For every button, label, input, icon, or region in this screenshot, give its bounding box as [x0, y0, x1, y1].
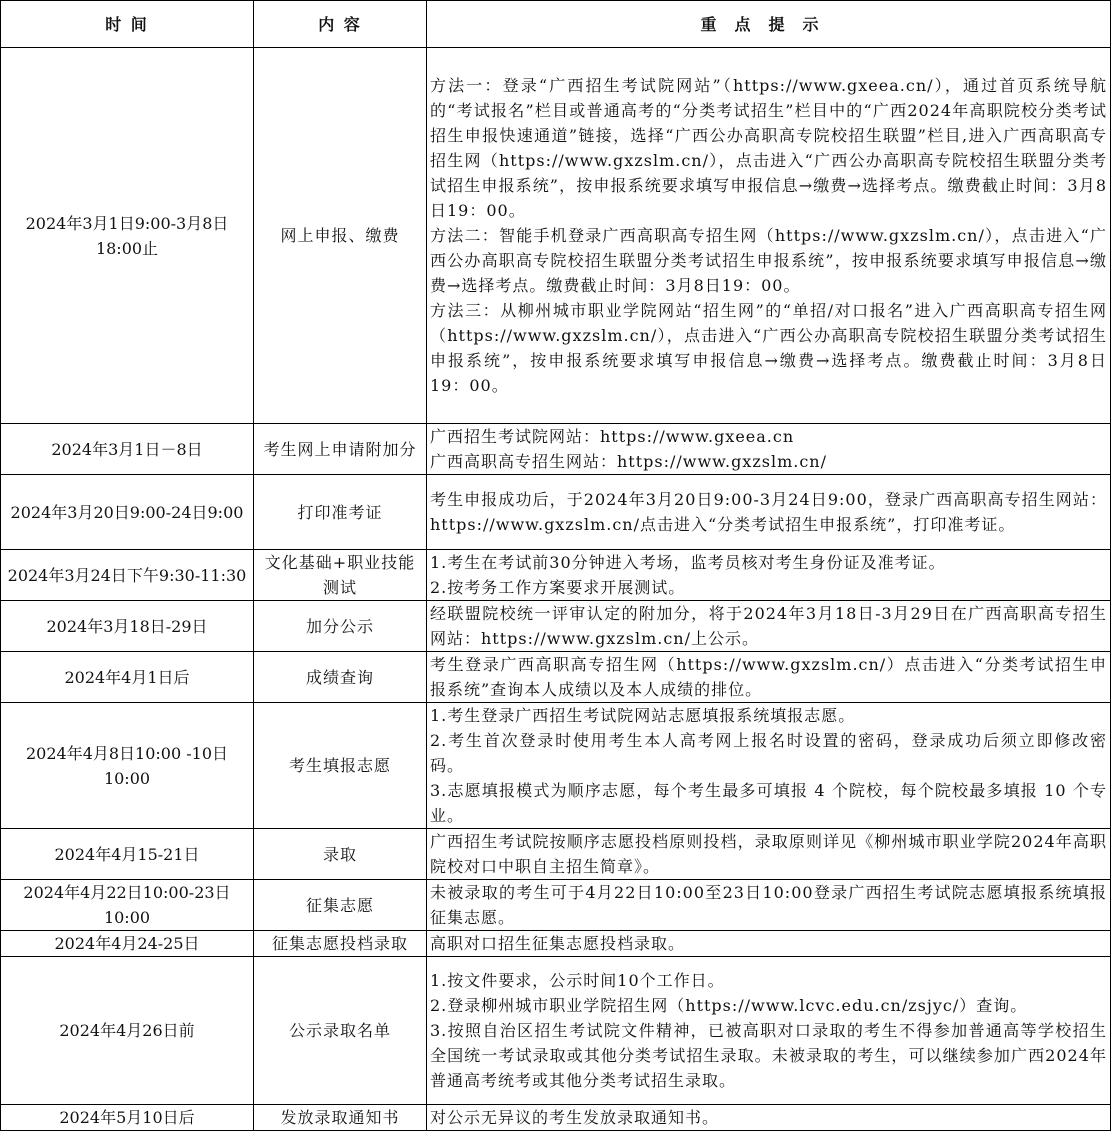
row-notes: [427, 550, 1111, 601]
row-item: 文化基础+职业技能测试: [254, 550, 427, 601]
note-line: 考生登录广西高职高专招生网（https://www.gxzslm.cn/）点击进入“分类考试招生申报系统”查询本人成绩以及本人成绩的排位。: [430, 655, 1107, 699]
row-time: 2024年3月1日9:00-3月8日18:00止: [1, 48, 254, 424]
table-row: [1, 931, 1111, 957]
table-row: [1, 880, 1111, 931]
row-item: 打印准考证: [254, 475, 427, 550]
row-notes: [427, 652, 1111, 703]
row-time: 2024年4月8日10:00 -10日10:00: [1, 703, 254, 829]
row-time: 2024年3月1日－8日: [1, 424, 254, 475]
table-row: [1, 48, 1111, 424]
table-row: [1, 424, 1111, 475]
row-notes: [427, 475, 1111, 550]
row-item: 发放录取通知书: [254, 1105, 427, 1131]
row-item: 征集志愿: [254, 880, 427, 931]
note-line: 考生申报成功后，于2024年3月20日9:00-3月24日9:00，登录广西高职高专招生网站：https://www.gxzslm.cn/点击进入“分类考试招生申报系统”，打印准考证。: [430, 490, 1107, 534]
table-row: [1, 1105, 1111, 1131]
table-row: [1, 652, 1111, 703]
row-item: 征集志愿投档录取: [254, 931, 427, 957]
table-row: [1, 475, 1111, 550]
header-content: 内 容: [254, 1, 427, 48]
note-line: 广西招生考试院按顺序志愿投档原则投档，录取原则详见《柳州城市职业学院2024年高职院校对口中职自主招生简章》。: [430, 832, 1107, 876]
table-row: [1, 703, 1111, 829]
note-line: 方法一：登录“广西招生考试院网站”（https://www.gxeea.cn/），通过首页系统导航的“考试报名”栏目或普通高考的“分类考试招生”栏目中的“广西2024年高职院校分类考试招生申报快速通道”链接，选择“广西公办高职高专院校招生联盟”栏目,进入广西高职高专招生网（https://www.gxzslm.cn/），点击进入“广西公办高职高专院校招生联盟分类考试招生申报系统”，按申报系统要求填写申报信息→缴费→选择考点。缴费截止时间：3月8日19：00。: [430, 76, 1107, 220]
row-item: 录取: [254, 829, 427, 880]
note-line: 3.按照自治区招生考试院文件精神，已被高职对口录取的考生不得参加普通高等学校招生全国统一考试录取或其他分类考试招生录取。未被录取的考生，可以继续参加广西2024年普通高考统考或其他分类考试招生录取。: [430, 1021, 1107, 1090]
row-time: 2024年3月20日9:00-24日9:00: [1, 475, 254, 550]
row-time: 2024年5月10日后: [1, 1105, 254, 1131]
note-line: 高职对口招生征集志愿投档录取。: [430, 934, 686, 953]
table-row: [1, 550, 1111, 601]
row-item: 考生网上申请附加分: [254, 424, 427, 475]
note-line: 方法二：智能手机登录广西高职高专招生网（https://www.gxzslm.cn/），点击进入“广西公办高职高专院校招生联盟分类考试招生申报系统”，按申报系统要求填写申报信息→缴费→选择考点。缴费截止时间：3月8日19：00。: [430, 226, 1107, 295]
row-notes: [427, 829, 1111, 880]
row-time: 2024年4月22日10:00-23日10:00: [1, 880, 254, 931]
row-notes: [427, 48, 1111, 424]
row-item: 加分公示: [254, 601, 427, 652]
header-notes: 重点提示: [427, 1, 1111, 48]
row-item: 成绩查询: [254, 652, 427, 703]
note-line: 经联盟院校统一评审认定的附加分，将于2024年3月18日-3月29日在广西高职高专招生网站：https://www.gxzslm.cn/上公示。: [430, 604, 1107, 648]
schedule-body: [1, 48, 1111, 1131]
row-notes: [427, 931, 1111, 957]
table-row: [1, 601, 1111, 652]
note-line: 1.考生登录广西招生考试院网站志愿填报系统填报志愿。: [430, 706, 856, 725]
note-line: 对公示无异议的考生发放录取通知书。: [430, 1108, 720, 1127]
row-notes: [427, 703, 1111, 829]
row-item: 公示录取名单: [254, 957, 427, 1105]
row-notes: [427, 1105, 1111, 1131]
note-line: 2.考生首次登录时使用考生本人高考网上报名时设置的密码，登录成功后须立即修改密码。: [430, 731, 1107, 775]
table-row: [1, 829, 1111, 880]
row-notes: [427, 601, 1111, 652]
row-item: 网上申报、缴费: [254, 48, 427, 424]
row-time: 2024年4月24-25日: [1, 931, 254, 957]
note-line: 广西高职高专招生网站：https://www.gxzslm.cn/: [430, 452, 828, 471]
header-row: [1, 1, 1111, 48]
note-line: 1.考生在考试前30分钟进入考场，监考员核对考生身份证及准考证。: [430, 553, 946, 572]
table-row: [1, 957, 1111, 1105]
row-time: 2024年4月26日前: [1, 957, 254, 1105]
note-line: 2.登录柳州城市职业学院招生网（https://www.lcvc.edu.cn/zsjyc/）查询。: [430, 996, 1028, 1015]
note-line: 2.按考务工作方案要求开展测试。: [430, 578, 686, 597]
note-line: 未被录取的考生可于4月22日10:00至23日10:00登录广西招生考试院志愿填报系统填报征集志愿。: [430, 883, 1107, 927]
note-line: 方法三：从柳州城市职业学院网站“招生网”的“单招/对口报名”进入广西高职高专招生网（https://www.gxzslm.cn/），点击进入“广西公办高职高专院校招生联盟分类考试招生申报系统”，按申报系统要求填写申报信息→缴费→选择考点。缴费截止时间：3月8日19：00。: [430, 301, 1107, 395]
row-notes: [427, 957, 1111, 1105]
note-line: 3.志愿填报模式为顺序志愿，每个考生最多可填报 4 个院校，每个院校最多填报 10 个专业。: [430, 781, 1107, 825]
row-item: 考生填报志愿: [254, 703, 427, 829]
note-line: 广西招生考试院网站：https://www.gxeea.cn: [430, 427, 795, 446]
row-time: 2024年3月18日-29日: [1, 601, 254, 652]
row-notes: [427, 424, 1111, 475]
row-notes: [427, 880, 1111, 931]
note-line: 1.按文件要求，公示时间10个工作日。: [430, 971, 725, 990]
row-time: 2024年4月1日后: [1, 652, 254, 703]
header-time: 时 间: [1, 1, 254, 48]
row-time: 2024年3月24日下午9:30-11:30: [1, 550, 254, 601]
row-time: 2024年4月15-21日: [1, 829, 254, 880]
